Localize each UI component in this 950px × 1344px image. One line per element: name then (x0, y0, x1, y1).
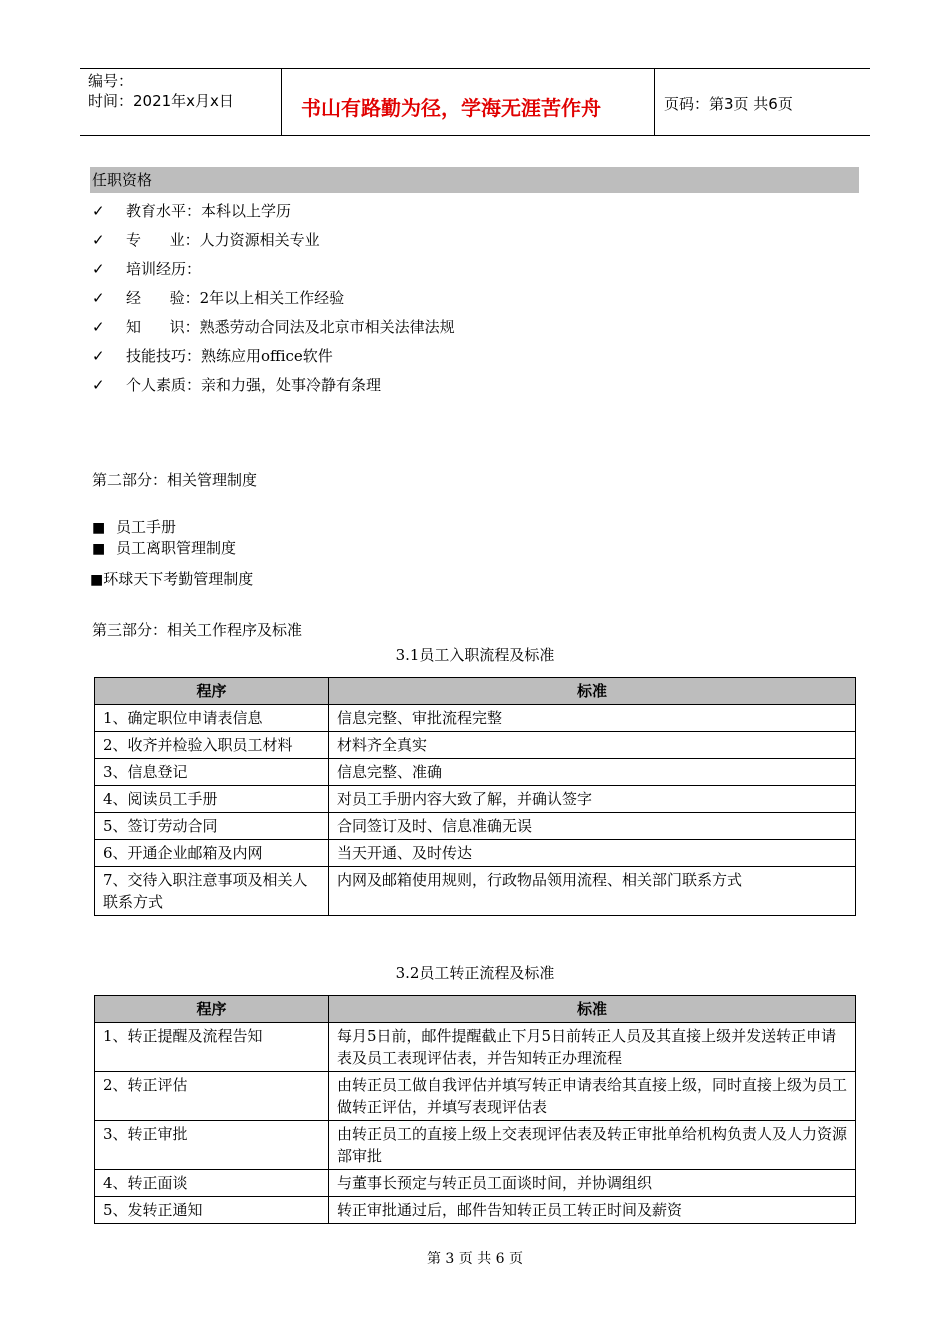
table-row (95, 1197, 856, 1224)
table-row (95, 813, 856, 840)
part2-title: 第二部分：相关管理制度 (92, 471, 258, 489)
part2-item-1: ■ 员工手册 (92, 518, 177, 536)
part2-item-3: ■环球天下考勤管理制度 (90, 570, 254, 588)
qualifications-title: 任职资格 (90, 167, 859, 193)
table-row (95, 759, 856, 786)
header-bottom-border (80, 135, 870, 136)
check-icon: ✓ (92, 347, 105, 365)
part2-item-2: ■ 员工离职管理制度 (92, 539, 237, 557)
table-row (95, 867, 856, 916)
procedure-cell: 5、签订劳动合同 (95, 813, 329, 840)
square-bullet-icon: ■ (92, 541, 106, 557)
procedure-cell: 2、收齐并检验入职员工材料 (95, 732, 329, 759)
check-icon: ✓ (92, 289, 105, 307)
qualification-text: 专 业：人力资源相关专业 (126, 231, 320, 249)
standard-cell: 对员工手册内容大致了解，并确认签字 (329, 786, 856, 813)
standard-cell: 每月5日前，邮件提醒截止下月5日前转正人员及其直接上级并发送转正申请表及员工表现评估表，并告知转正办理流程 (329, 1023, 856, 1072)
header-number-label: 编号： (88, 72, 134, 90)
header-divider-left (281, 68, 282, 136)
column-header-procedure: 程序 (95, 996, 329, 1023)
procedure-cell: 4、转正面谈 (95, 1170, 329, 1197)
table2-caption: 3.2员工转正流程及标准 (395, 964, 555, 982)
procedure-cell: 1、确定职位申请表信息 (95, 705, 329, 732)
regularization-process-table (94, 995, 856, 1224)
column-header-procedure: 程序 (95, 678, 329, 705)
procedure-cell: 1、转正提醒及流程告知 (95, 1023, 329, 1072)
check-icon: ✓ (92, 231, 105, 249)
qualification-item (92, 287, 344, 309)
check-icon: ✓ (92, 202, 105, 220)
qualification-item (92, 345, 333, 367)
procedure-cell: 2、转正评估 (95, 1072, 329, 1121)
procedure-cell: 3、信息登记 (95, 759, 329, 786)
standard-cell: 信息完整、审批流程完整 (329, 705, 856, 732)
column-header-standard: 标准 (329, 678, 856, 705)
standard-cell: 由转正员工做自我评估并填写转正申请表给其直接上级，同时直接上级为员工做转正评估，并填写表现评估表 (329, 1072, 856, 1121)
table-row (95, 705, 856, 732)
procedure-cell: 7、交待入职注意事项及相关人联系方式 (95, 867, 329, 916)
standard-cell: 转正审批通过后，邮件告知转正员工转正时间及薪资 (329, 1197, 856, 1224)
standard-cell: 信息完整、准确 (329, 759, 856, 786)
part3-title: 第三部分：相关工作程序及标准 (92, 621, 303, 639)
qualification-text: 经 验：2年以上相关工作经验 (126, 289, 345, 307)
header-top-border (80, 68, 870, 69)
qualification-text: 个人素质：亲和力强，处事冷静有条理 (126, 376, 382, 394)
table-row (95, 1121, 856, 1170)
header-motto: 书山有路勤为径，学海无涯苦作舟 (301, 96, 601, 120)
header-divider-right (654, 68, 655, 136)
qualification-item (92, 258, 201, 280)
table-row (95, 732, 856, 759)
check-icon: ✓ (92, 376, 105, 394)
table-row (95, 1023, 856, 1072)
table-row (95, 786, 856, 813)
qualification-text: 教育水平：本科以上学历 (126, 202, 292, 220)
table-row (95, 840, 856, 867)
standard-cell: 当天开通、及时传达 (329, 840, 856, 867)
qualification-text: 知 识：熟悉劳动合同法及北京市相关法律法规 (126, 318, 455, 336)
standard-cell: 内网及邮箱使用规则，行政物品领用流程、相关部门联系方式 (329, 867, 856, 916)
qualification-text: 技能技巧：熟练应用office软件 (126, 347, 333, 365)
table-row (95, 1170, 856, 1197)
qualification-item (92, 229, 320, 251)
square-bullet-icon: ■ (92, 520, 106, 536)
standard-cell: 与董事长预定与转正员工面谈时间，并协调组织 (329, 1170, 856, 1197)
procedure-cell: 6、开通企业邮箱及内网 (95, 840, 329, 867)
onboarding-process-table (94, 677, 856, 916)
table1-caption: 3.1员工入职流程及标准 (395, 646, 555, 664)
qualification-text: 培训经历： (126, 260, 202, 278)
table-row (95, 1072, 856, 1121)
table-header-row (95, 678, 856, 705)
check-icon: ✓ (92, 260, 105, 278)
footer-page-number: 第 3 页 共 6 页 (426, 1251, 524, 1267)
standard-cell: 合同签订及时、信息准确无误 (329, 813, 856, 840)
procedure-cell: 4、阅读员工手册 (95, 786, 329, 813)
procedure-cell: 5、发转正通知 (95, 1197, 329, 1224)
check-icon: ✓ (92, 318, 105, 336)
qualification-item (92, 200, 291, 222)
header-page-label: 页码：第3页 共6页 (664, 95, 793, 113)
table-header-row (95, 996, 856, 1023)
qualification-item (92, 374, 381, 396)
standard-cell: 材料齐全真实 (329, 732, 856, 759)
standard-cell: 由转正员工的直接上级上交表现评估表及转正审批单给机构负责人及人力资源部审批 (329, 1121, 856, 1170)
column-header-standard: 标准 (329, 996, 856, 1023)
header-date-label: 时间：2021年x月x日 (88, 92, 234, 110)
square-bullet-icon: ■ (90, 572, 104, 588)
procedure-cell: 3、转正审批 (95, 1121, 329, 1170)
qualification-item (92, 316, 455, 338)
